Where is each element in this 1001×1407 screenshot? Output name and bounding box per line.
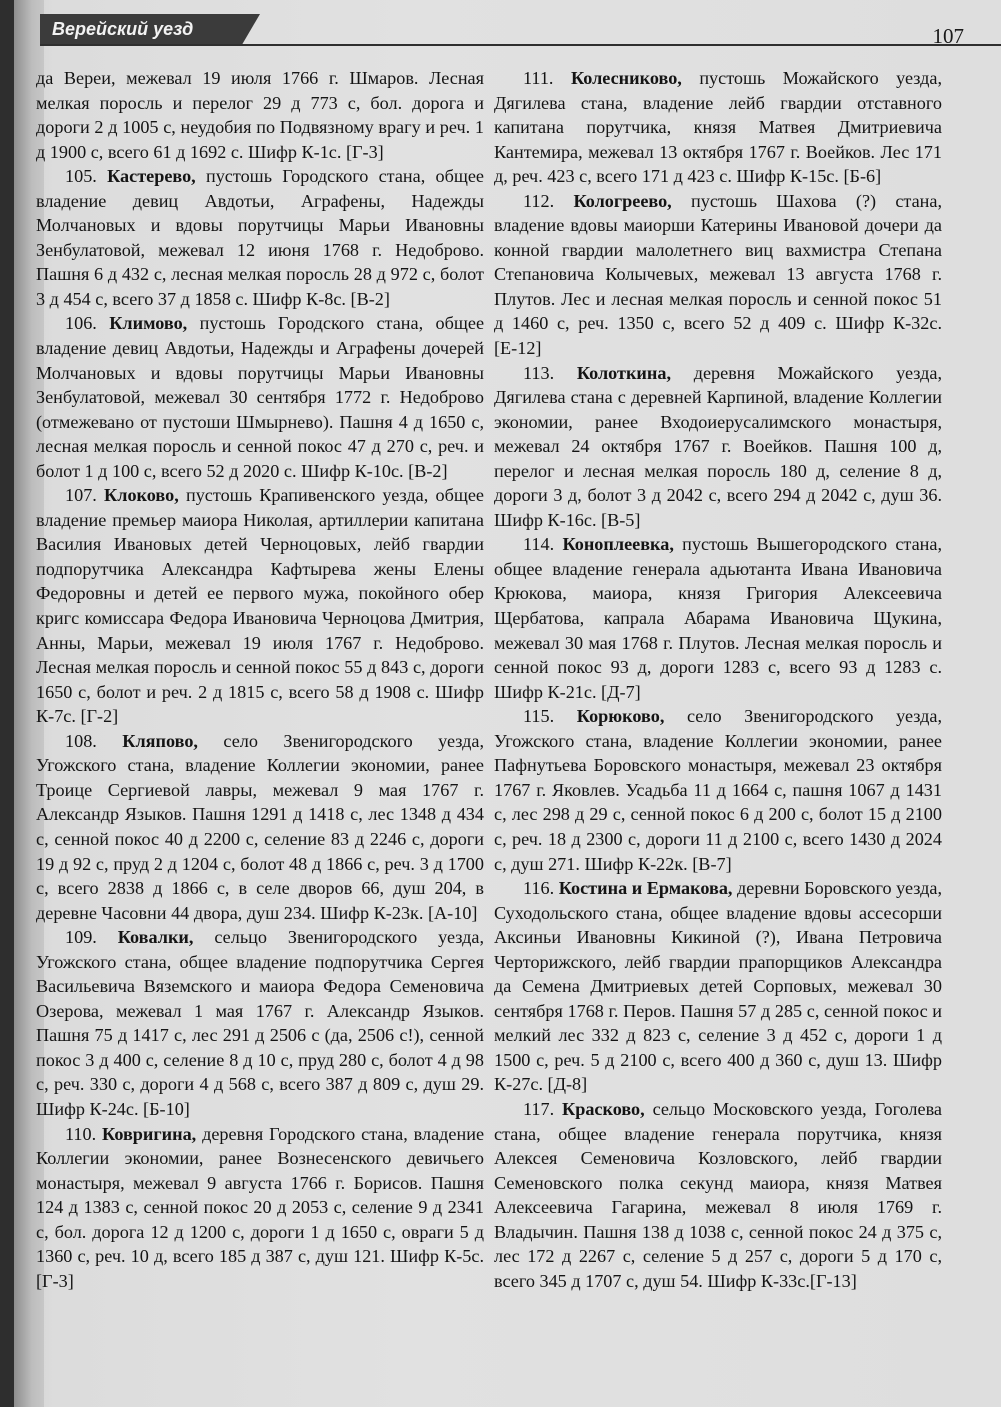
- entry-109: [36, 925, 484, 1121]
- entry-113: [494, 361, 942, 533]
- entry-text: пустошь Городского стана, общее владение девиц Авдотьи, Аграфены, Надежды Молчановых и вдовы порутчицы Марьи Ивановны Зенбулатовой, межевал 12 июня 1768 г. Недоброво. Пашня 6 д 432 с, лесная мелкая поросль 28 д 972 с, болот 3 д 454 с, всего 37 д 1858 с. Шифр К-8с. [В-2]: [36, 166, 484, 309]
- entry-text: сельцо Звенигородского уезда, Угожского стана, общее владение подпорутчика Сергея Васильевича Вяземского и маиора Федора Семеновича Озерова, межевал 1 мая 1767 г. Александр Языков. Пашня 75 д 1417 с, лес 291 д 2506 с (да, 2506 с!), сенной покос 3 д 400 с, селение 8 д 10 с, пруд 280 с, болот 4 д 98 с, реч. 330 с, дороги 4 д 568 с, всего 387 д 809 с, душ 29. Шифр К-24с. [Б-10]: [36, 927, 484, 1119]
- book-page: [14, 0, 1001, 1407]
- entry-text: деревня Городского стана, владение Коллегии экономии, ранее Вознесенского девичьего монастыря, межевал 9 августа 1766 г. Борисов. Пашня 124 д 1383 с, сенной покос 20 д 2053 с, селение 9 д 2341 с, бол. дорога 12 д 1200 с, дороги 1 д 1650 с, овраги 5 д 1360 с, реч. 10 д, всего 185 д 387 с, душ 121. Шифр К-5с. [Г-3]: [36, 1123, 485, 1291]
- entry-107: [36, 483, 484, 728]
- entry-text: да Вереи, межевал 19 июля 1766 г. Шмаров. Лесная мелкая поросль и перелог 29 д 773 с, бол. дорога и дороги 2 д 1005 с, неудобия по Подвязному врагу и реч. 1 д 1900 с, всего 61 д 1692 с. Шифр К-1с. [Г-3]: [36, 68, 484, 162]
- entry-text: деревня Можайского уезда, Дягилева стана с деревней Карпиной, владение Коллегии экономии, ранее Входоиерусалимского монастыря, межевал 24 октября 1767 г. Воейков. Пашня 100 д, перелог и лесная мелкая поросль 180 д, селение 8 д, дороги 3 д, болот 3 д 2042 с, всего 294 д 2042 с, душ 36. Шифр К-16с. [В-5]: [494, 362, 943, 530]
- entry-114: [494, 532, 942, 704]
- entry-110: [36, 1122, 484, 1294]
- entry-name: Кологреево,: [573, 190, 672, 211]
- entry-112: [494, 189, 942, 361]
- entry-text: село Звенигородского уезда, Угожского стана, владение Коллегии экономии, ранее Троице Сергиевой лавры, межевал 9 мая 1767 г. Александр Языков. Пашня 1291 д 1418 с, лес 1348 д 434 с, сенной покос 40 д 2200 с, селение 83 д 2246 с, дороги 19 д 92 с, пруд 2 д 1204 с, болот 48 д 1866 с, реч. 3 д 1700 с, всего 2838 д 1866 с, в селе дворов 66, душ 204, в деревне Часовни 44 двора, душ 234. Шифр К-23к. [А-10]: [36, 730, 485, 923]
- entry-number: 111.: [523, 68, 554, 88]
- entry-117: [494, 1097, 942, 1293]
- entry-text: сельцо Московского уезда, Гоголева стана, общее владение генерала порутчика, князя Алексея Семеновича Козловского, лейб гвардии Семеновского полка секунд маиора, князя Матвея Алексеевича Гагарина, межевал 8 июля 1769 г. Владычин. Пашня 138 д 1038 с, сенной покос 24 д 375 с, лес 172 д 2267 с, селение 5 д 257 с, дороги 5 д 170 с, всего 345 д 1707 с, душ 54. Шифр К-33с.[Г-13]: [494, 1098, 943, 1291]
- entry-108: [36, 729, 484, 925]
- entry-number: 115.: [523, 706, 555, 727]
- entry-name: Корюково,: [576, 706, 665, 727]
- entry-text: пустошь Можайского уезда, Дягилева стана, владение лейб гвардии отставного капитана порутчика, князя Матвея Дмитриевича Кантемира, межевал 13 октября 1767 г. Воейков. Лес 171 д, реч. 423 с, всего 171 д 423 с. Шифр К-15с. [Б-6]: [494, 68, 943, 187]
- entry-116: [494, 876, 942, 1097]
- entry-name: Ковалки,: [117, 927, 194, 948]
- entry-text: пустошь Городского стана, общее владение девиц Авдотьи, Надежды и Аграфены дочерей Молчановых и вдовы порутчицы Марьи Ивановны Зенбулатовой, межевал 30 сентября 1772 г. Недоброво (отмежевано от пустоши Шмырнево). Пашня 4 д 1650 с, лесная мелкая поросль и сенной покос 47 д 270 с, реч. и болот 1 д 100 с, всего 52 д 2020 с. Шифр К-10с. [В-2]: [36, 313, 485, 481]
- entry-name: Колоткина,: [576, 362, 672, 383]
- entry-number: 114.: [523, 534, 555, 555]
- entry-106: [36, 311, 484, 483]
- page-number: 107: [932, 24, 964, 48]
- entry-115: [494, 704, 942, 876]
- entry-name: Колесниково,: [570, 68, 682, 88]
- entry-name: Красково,: [562, 1098, 645, 1119]
- entry-text: пустошь Шахова (?) стана, владение вдовы маиорши Катерины Ивановой дочери да конной гвардии малолетнего виц вахмистра Степана Степановича Колычевых, межевал 13 августа 1768 г. Плутов. Лес и лесная мелкая поросль и сенной покос 51 д 1460 с, реч. 1350 с, всего 52 д 409 с. Шифр К-32с. [Е-12]: [494, 190, 943, 359]
- entry-number: 106.: [65, 313, 97, 334]
- header-title: Верейский уезд: [52, 19, 194, 39]
- entry-name: Коноплеевка,: [562, 534, 674, 555]
- entry-text: село Звенигородского уезда, Угожского стана, владение Коллегии экономии, ранее Пафнутьева Боровского монастыря, межевал 23 октября 1767 г. Яковлев. Усадьба 11 д 1664 с, пашня 1067 д 1431 с, лес 298 д 29 с, сенной покос 6 д 200 с, болот 15 д 2100 с, реч. 18 д 2300 с, дороги 11 д 2100 с, всего 1430 д 2024 с, душ 271. Шифр К-22к. [В-7]: [494, 706, 942, 874]
- entry-number: 108.: [65, 730, 97, 751]
- entry-name: Климово,: [109, 313, 188, 334]
- entry-number: 112.: [523, 190, 555, 211]
- entry-number: 107.: [65, 485, 97, 506]
- entry-name: Кастерево,: [107, 166, 196, 187]
- entry-text: пустошь Крапивенского уезда, общее владение премьер маиора Николая, артиллерии капитана Василия Ивановых детей Черноцовых, лейб гвардии подпорутчика Александра Кафтырева жены Елены Федоровны и детей ее первого мужа, покойного обер кригс комиссара Федора Ивановича Черноцова Дмитрия, Анны, Марьи, межевал 19 июля 1767 г. Недоброво. Лесная мелкая поросль и сенной покос 55 д 843 с, дороги 1650 с, болот и реч. 2 д 1815 с, всего 58 д 1908 с. Шифр К-7с. [Г-2]: [36, 485, 484, 727]
- entry-number: 105.: [65, 166, 97, 187]
- header-rule: [40, 44, 1001, 46]
- entry-name: Ковригина,: [102, 1123, 197, 1144]
- entry-number: 109.: [65, 927, 97, 948]
- running-header: [40, 14, 1001, 48]
- entry-name: Кляпово,: [122, 730, 198, 751]
- entry-text: пустошь Вышегородского стана, общее владение генерала адьютанта Ивана Ивановича Крюкова, маиора, князя Григория Алексеевича Щербатова, капрала Абарама Ивановича Щукина, межевал 30 мая 1768 г. Плутов. Лесная мелкая поросль и сенной покос 93 д, дороги 1283 с, всего 93 д 1283 с. Шифр К-21с. [Д-7]: [494, 534, 943, 702]
- entry-105: [36, 164, 484, 311]
- entry-111: [494, 66, 942, 189]
- entry-number: 110.: [65, 1123, 97, 1144]
- left-column: [36, 66, 484, 1293]
- right-column: [494, 66, 942, 1293]
- entry-name: Клоково,: [104, 485, 179, 506]
- entry-continuation: [36, 66, 484, 164]
- entry-text: деревни Боровского уезда, Суходольского стана, общее владение вдовы ассесорши Аксиньи Ивановны Кикиной (?), Ивана Петровича Черторижского, лейб гвардии прапорщиков Александра да Семена Дмитриевых детей Сорповых, межевал 30 сентября 1768 г. Перов. Пашня 57 д 285 с, сенной покос и мелкий лес 332 д 823 с, селение 3 д 452 с, дороги 1 д 1500 с, реч. 5 д 2100 с, всего 400 д 360 с, душ 13. Шифр К-27с. [Д-8]: [494, 878, 943, 1095]
- entry-name: Костина и Ермакова,: [558, 878, 733, 899]
- entry-number: 113.: [523, 362, 555, 383]
- entry-number: 117.: [523, 1098, 555, 1119]
- entry-number: 116.: [523, 878, 555, 899]
